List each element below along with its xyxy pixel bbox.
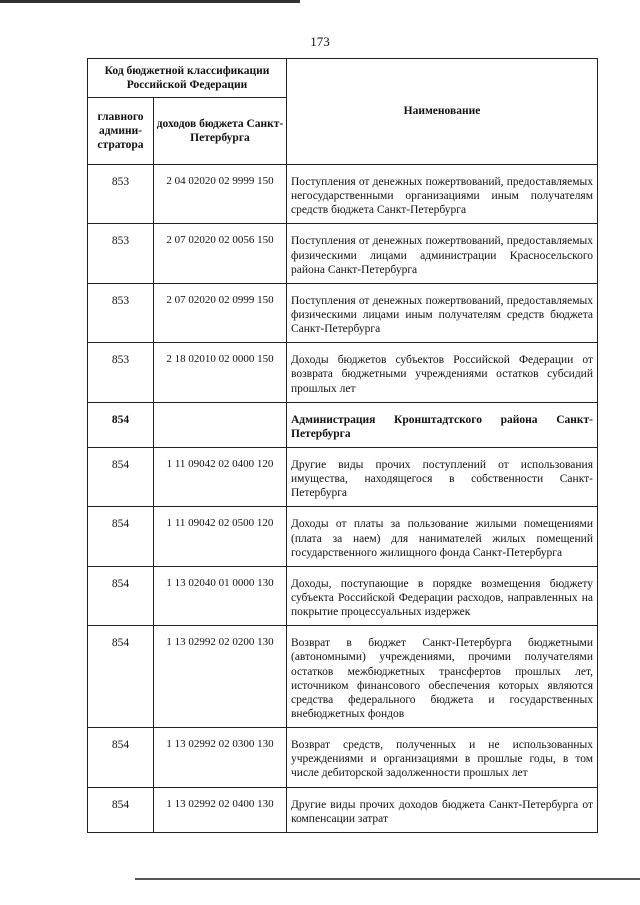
bottom-scan-rule bbox=[135, 878, 640, 880]
table-row bbox=[88, 787, 598, 832]
table-row bbox=[88, 343, 598, 402]
name-cell: Поступления от денежных пожертвований, предоставляемых физическими лицами администрации Красносельского района Санкт-Петербурга bbox=[287, 224, 598, 283]
income-code-cell: 2 07 02020 02 0999 150 bbox=[154, 283, 287, 342]
table-row bbox=[88, 626, 598, 728]
name-cell: Доходы бюджетов субъектов Российской Федерации от возврата бюджетными учреждениями остатков субсидий прошлых лет bbox=[287, 343, 598, 402]
admin-code-cell: 854 bbox=[88, 566, 154, 625]
income-code-cell: 1 13 02992 02 0300 130 bbox=[154, 728, 287, 787]
admin-code-cell: 854 bbox=[88, 402, 154, 447]
header-name: Наименование bbox=[287, 59, 598, 165]
income-code-cell: 2 18 02010 02 0000 150 bbox=[154, 343, 287, 402]
name-cell: Возврат в бюджет Санкт-Петербурга бюджетными (автономными) учреждениями, прочими получателями остатков межбюджетных трансфертов прошлых лет, источником финансового обеспечения которых являются средства федерального бюджета и государственных внебюджетных фондов bbox=[287, 626, 598, 728]
header-code-group: Код бюджетной классификации Российской Федерации bbox=[88, 59, 287, 98]
admin-code-cell: 853 bbox=[88, 283, 154, 342]
budget-classification-table bbox=[87, 58, 598, 833]
table-row bbox=[88, 402, 598, 447]
table-row bbox=[88, 165, 598, 224]
table-row bbox=[88, 447, 598, 506]
income-code-cell: 1 11 09042 02 0500 120 bbox=[154, 507, 287, 566]
table-body bbox=[88, 165, 598, 833]
table-row bbox=[88, 224, 598, 283]
admin-code-cell: 853 bbox=[88, 165, 154, 224]
income-code-cell: 2 07 02020 02 0056 150 bbox=[154, 224, 287, 283]
income-code-cell: 1 13 02040 01 0000 130 bbox=[154, 566, 287, 625]
admin-code-cell: 854 bbox=[88, 728, 154, 787]
header-income: доходов бюджета Санкт-Петербурга bbox=[154, 98, 287, 165]
name-cell: Возврат средств, полученных и не использованных учреждениями и организациями в прошлые годы, в том числе дебиторской задолженности прошлых лет bbox=[287, 728, 598, 787]
income-code-cell bbox=[154, 402, 287, 447]
admin-code-cell: 854 bbox=[88, 626, 154, 728]
name-cell: Администрация Кронштадтского района Санкт-Петербурга bbox=[287, 402, 598, 447]
name-cell: Другие виды прочих доходов бюджета Санкт-Петербурга от компенсации затрат bbox=[287, 787, 598, 832]
admin-code-cell: 853 bbox=[88, 343, 154, 402]
table-row bbox=[88, 283, 598, 342]
table-row bbox=[88, 566, 598, 625]
table-row bbox=[88, 728, 598, 787]
name-cell: Доходы, поступающие в порядке возмещения бюджету субъекта Российской Федерации расходов, направленных на покрытие процессуальных издержек bbox=[287, 566, 598, 625]
admin-code-cell: 854 bbox=[88, 787, 154, 832]
income-code-cell: 2 04 02020 02 9999 150 bbox=[154, 165, 287, 224]
income-code-cell: 1 13 02992 02 0400 130 bbox=[154, 787, 287, 832]
name-cell: Поступления от денежных пожертвований, предоставляемых физическими лицами иным получателям средств бюджета Санкт-Петербурга bbox=[287, 283, 598, 342]
admin-code-cell: 853 bbox=[88, 224, 154, 283]
name-cell: Поступления от денежных пожертвований, предоставляемых негосударственными организациями иным получателям средств бюджета Санкт-Петербурга bbox=[287, 165, 598, 224]
name-cell: Другие виды прочих поступлений от использования имущества, находящегося в собственности Санкт-Петербурга bbox=[287, 447, 598, 506]
admin-code-cell: 854 bbox=[88, 447, 154, 506]
top-scan-rule bbox=[0, 0, 300, 3]
income-code-cell: 1 11 09042 02 0400 120 bbox=[154, 447, 287, 506]
table-row bbox=[88, 507, 598, 566]
admin-code-cell: 854 bbox=[88, 507, 154, 566]
name-cell: Доходы от платы за пользование жилыми помещениями (плата за наем) для нанимателей жилых помещений государственного жилищного фонда Санкт-Петербурга bbox=[287, 507, 598, 566]
page-number: 173 bbox=[310, 34, 330, 49]
income-code-cell: 1 13 02992 02 0200 130 bbox=[154, 626, 287, 728]
header-admin: главного админи-стратора bbox=[88, 98, 154, 165]
